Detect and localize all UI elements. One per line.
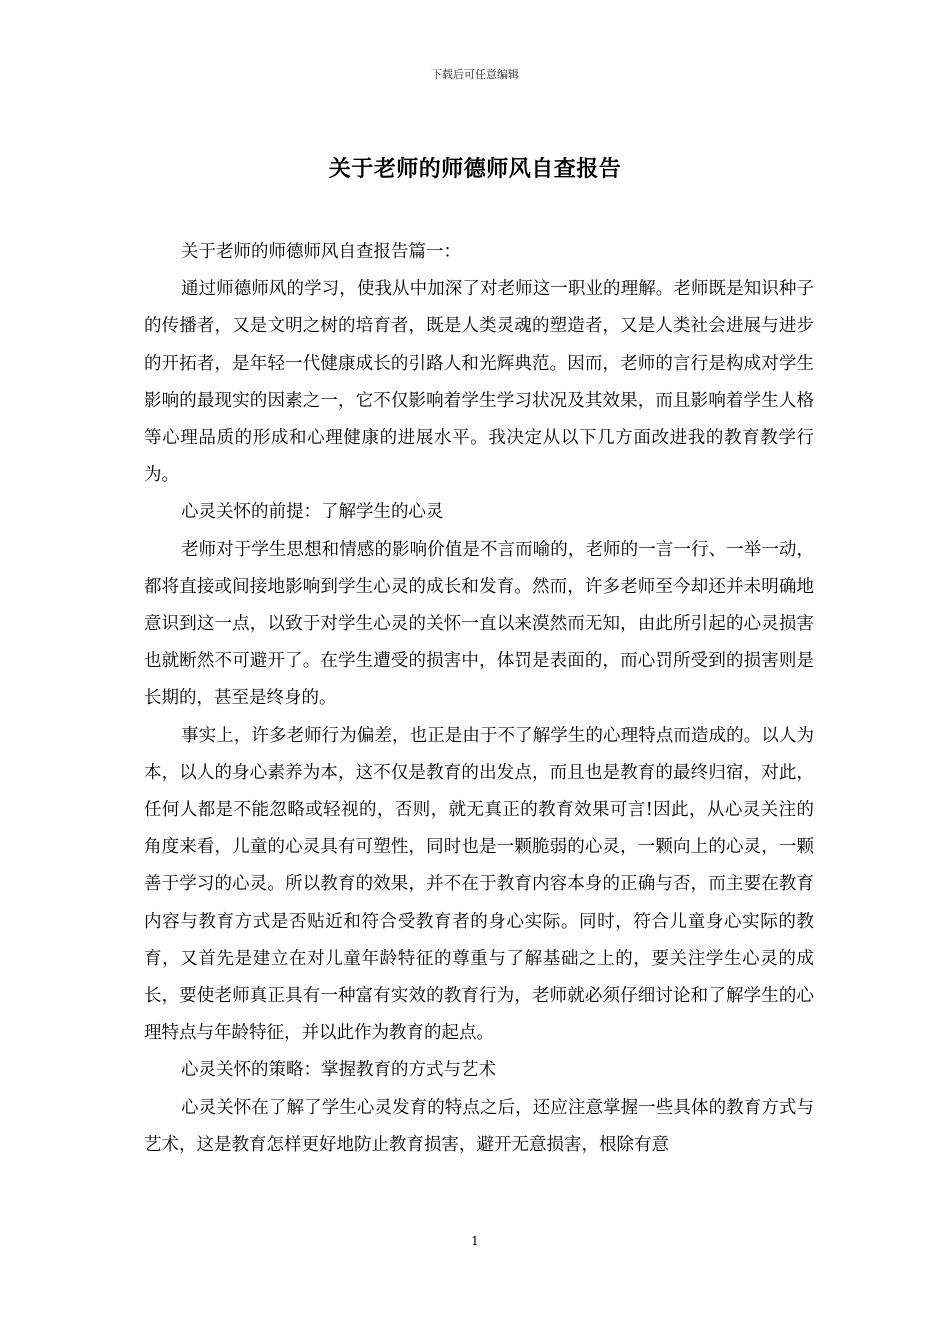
page-number: 1 [471, 1234, 479, 1248]
document-body [144, 234, 814, 1164]
header-note: 下载后可任意编辑 [431, 68, 519, 81]
paragraph: 心灵关怀在了解了学生心灵发育的特点之后，还应注意掌握一些具体的教育方式与艺术，这是教育怎样更好地防止教育损害，避开无意损害，根除有意 [144, 1097, 814, 1155]
paragraph: 事实上，许多老师行为偏差，也正是由于不了解学生的心理特点而造成的。以人为本，以人的身心素养为本，这不仅是教育的出发点，而且也是教育的最终归宿，对此，任何人都是不能忽略或轻视的，否则，就无真正的教育效果可言!因此，从心灵关注的角度来看，儿童的心灵具有可塑性，同时也是一颗脆弱的心灵，一颗向上的心灵，一颗善于学习的心灵。所以教育的效果，并不在于教育内容本身的正确与否，而主要在教育内容与教育方式是否贴近和符合受教育者的身心实际。同时，符合儿童身心实际的教育，又首先是建立在对儿童年龄特征的尊重与了解基础之上的，要关注学生心灵的成长，要使老师真正具有一种富有实效的教育行为，老师就必须仔细讨论和了解学生的心理特点与年龄特征，并以此作为教育的起点。 [144, 725, 814, 1044]
paragraph: 通过师德师风的学习，使我从中加深了对老师这一职业的理解。老师既是知识种子的传播者，又是文明之树的培育者，既是人类灵魂的塑造者，又是人类社会进展与进步的开拓者，是年轻一代健康成长的引路人和光辉典范。因而，老师的言行是构成对学生影响的最现实的因素之一，它不仅影响着学生学习状况及其效果，而且影响着学生人格等心理品质的形成和心理健康的进展水平。我决定从以下几方面改进我的教育教学行为。 [144, 279, 814, 486]
paragraph: 老师对于学生思想和情感的影响价值是不言而喻的，老师的一言一行、一举一动，都将直接或间接地影响到学生心灵的成长和发育。然而，许多老师至今却还并未明确地意识到这一点，以致于对学生心灵的关怀一直以来漠然而无知，由此所引起的心灵损害也就断然不可避开了。在学生遭受的损害中，体罚是表面的，而心罚所受到的损害则是长期的，甚至是终身的。 [144, 539, 814, 709]
paragraph-section-heading: 关于老师的师德师风自查报告篇一： [181, 242, 461, 262]
document-title: 关于老师的师德师风自查报告 [328, 157, 622, 182]
paragraph-subheading: 心灵关怀的前提：了解学生的心灵 [181, 502, 444, 523]
paragraph-subheading: 心灵关怀的策略：掌握教育的方式与艺术 [181, 1060, 496, 1081]
